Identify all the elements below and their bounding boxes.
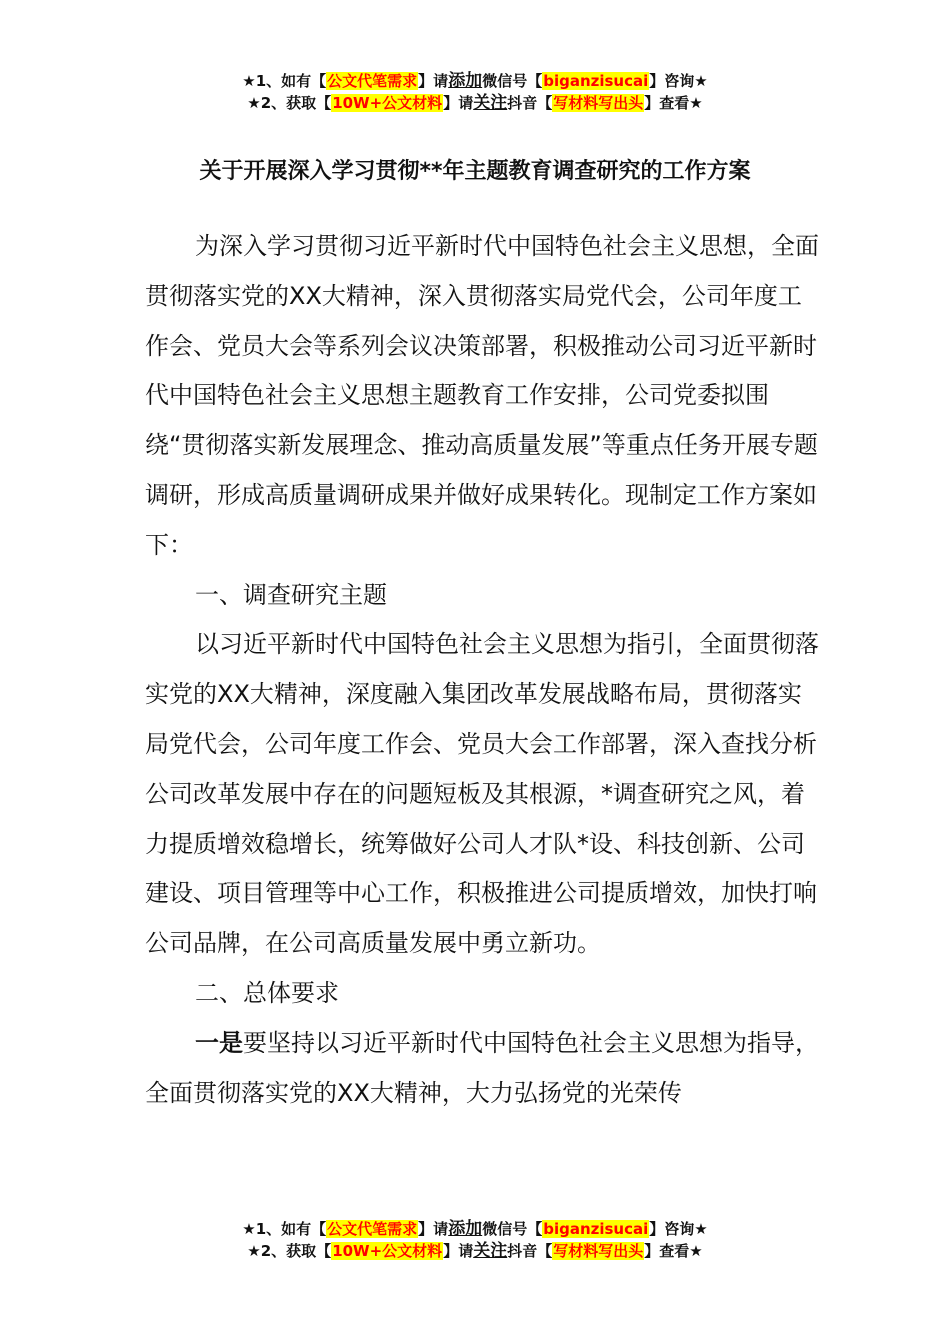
- banner-douyin-id: 写材料写出头: [553, 94, 644, 112]
- banner-wechat-id: biganzisucai: [543, 1220, 649, 1238]
- section-heading-1: 一、调查研究主题: [195, 580, 387, 609]
- document-body: [145, 222, 825, 1118]
- section-heading-2: 二、总体要求: [195, 978, 339, 1007]
- star-icon: ★: [242, 72, 256, 90]
- paragraph-requirement-1: 一是要坚持以习近平新时代中国特色社会主义思想为指导，全面贯彻落实党的XX大精神，大力弘扬党的光荣传: [145, 1028, 819, 1107]
- banner-emphasis: 关注: [473, 93, 508, 113]
- banner-wechat-id: biganzisucai: [543, 72, 649, 90]
- banner-douyin-id: 写材料写出头: [553, 1242, 644, 1260]
- document-title: 关于开展深入学习贯彻**年主题教育调查研究的工作方案: [199, 159, 751, 184]
- paragraph-intro: 为深入学习贯彻习近平新时代中国特色社会主义思想，全面贯彻落实党的XX大精神，深入贯彻落实局党代会，公司年度工作会、党员大会等系列会议决策部署，积极推动公司习近平新时代中国特色社会主义思想主题教育工作安排，公司党委拟围绕“贯彻落实新发展理念、推动高质量发展”等重点任务开展专题调研，形成高质量调研成果并做好成果转化。现制定工作方案如下：: [145, 232, 819, 559]
- banner-line-2: ★2、获取【10W+公文材料】请关注抖音【写材料写出头】查看★: [247, 1241, 703, 1261]
- banner-line-1: ★1、如有【公文代笔需求】请添加微信号【biganzisucai】咨询★: [242, 71, 708, 91]
- star-icon: ★: [247, 94, 261, 112]
- star-icon: ★: [247, 1242, 261, 1260]
- star-icon: ★: [242, 1220, 256, 1238]
- paragraph-lead: 一是: [195, 1028, 243, 1057]
- header-banner: [0, 70, 950, 114]
- paragraph-theme: 以习近平新时代中国特色社会主义思想为指引，全面贯彻落实党的XX大精神，深度融入集团改革发展战略布局，贯彻落实局党代会，公司年度工作会、党员大会工作部署，深入查找分析公司改革发展中存在的问题短板及其根源，*调查研究之风，着力提质增效稳增长，统筹做好公司人才队*设、科技创新、公司建设、项目管理等中心工作，积极推进公司提质增效，加快打响公司品牌，在公司高质量发展中勇立新功。: [145, 630, 819, 958]
- banner-line-1: ★1、如有【公文代笔需求】请添加微信号【biganzisucai】咨询★: [242, 1219, 708, 1239]
- banner-emphasis: 添加: [448, 71, 483, 91]
- banner-emphasis: 添加: [448, 1219, 483, 1239]
- banner-highlight: 10W+公文材料: [332, 1242, 443, 1260]
- banner-highlight: 10W+公文材料: [332, 94, 443, 112]
- banner-highlight: 公文代笔需求: [327, 1220, 418, 1238]
- banner-line-2: ★2、获取【10W+公文材料】请关注抖音【写材料写出头】查看★: [247, 93, 703, 113]
- banner-emphasis: 关注: [473, 1241, 508, 1261]
- footer-banner: [0, 1218, 950, 1262]
- banner-highlight: 公文代笔需求: [327, 72, 418, 90]
